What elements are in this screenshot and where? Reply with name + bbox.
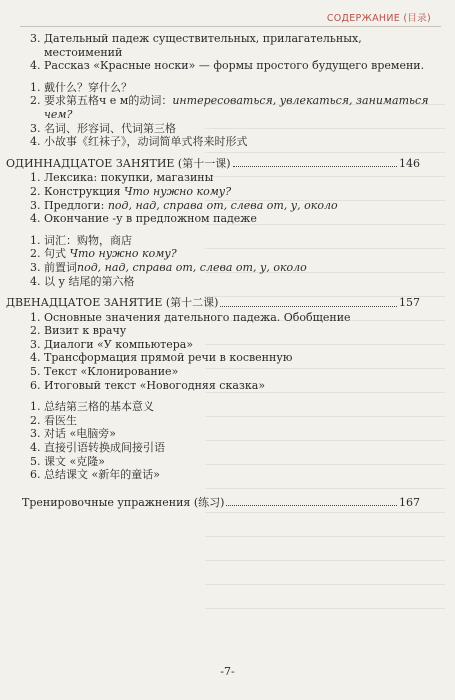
list-item: 1. Основные значения дательного падежа. Обобщение <box>30 310 351 324</box>
leader-dots <box>220 306 397 307</box>
list-item: 3. Предлоги: под, над, справа от, слева от, у, около <box>30 198 338 212</box>
list-item: 5. Текст «Клонирование» <box>30 365 179 379</box>
list-item: 2. 句式 Что нужно кому? <box>30 247 177 261</box>
header-rule <box>20 26 441 27</box>
page-number: -7- <box>220 665 235 678</box>
training-title: Тренировочные упражнения (练习) <box>22 495 225 509</box>
list-item: 2. Конструкция Что нужно кому? <box>30 184 232 198</box>
training-exercises-entry[interactable] <box>22 496 420 510</box>
list-item: 4. 直接引语转换成间接引语 <box>30 441 165 455</box>
list-item: 4. 小故事《红袜子》，动词简单式将来时形式 <box>30 135 248 149</box>
list-item: 6. Итоговый текст «Новогодняя сказка» <box>30 378 266 392</box>
list-item: 3. 对话 «电脑旁» <box>30 427 116 441</box>
list-item: 2. 看医生 <box>30 413 77 427</box>
list-item: 1. 戴什么？穿什么？ <box>30 80 132 94</box>
toc-content <box>6 32 430 510</box>
list-item: 3. Диалоги «У компьютера» <box>30 337 194 351</box>
list-item: 4. Окончание -у в предложном падеже <box>30 212 257 226</box>
running-title: СОДЕРЖАНИЕ (目录) <box>326 13 431 24</box>
list-item: 3. 前置词под, над, справа от, слева от, у, около <box>30 260 307 274</box>
lesson-12-entry[interactable] <box>6 296 420 310</box>
list-item: 3. 名词、形容词、代词第三格 <box>30 121 176 135</box>
leader-dots <box>233 166 397 167</box>
list-item: 1. 词汇：购物，商店 <box>30 233 132 247</box>
list-item: 1. Лексика: покупки, магазины <box>30 171 214 185</box>
list-item: 4. Рассказ «Красные носки» — формы простого будущего времени. <box>30 59 425 73</box>
lesson-11-title: ОДИННАДЦАТОЕ ЗАНЯТИЕ (第十一课) <box>6 156 231 170</box>
lesson-12-page: 157 <box>399 296 420 310</box>
list-item: 4. Трансформация прямой речи в косвенную <box>30 351 293 365</box>
lesson-12-title: ДВЕНАДЦАТОЕ ЗАНЯТИЕ (第十二课) <box>6 296 219 310</box>
list-item: 3. Дательный падеж существительных, прилагательных, местоимений <box>30 32 362 59</box>
list-item: 1. 总结第三格的基本意义 <box>30 400 154 414</box>
list-item: 4. 以 у 结尾的第六格 <box>30 274 135 288</box>
training-page: 167 <box>399 495 420 509</box>
list-item: 6. 总结课文 «新年的童话» <box>30 468 160 482</box>
list-item: 2. 要求第五格ч е м的动词：интересоваться, увлекаться, заниматься чем? <box>30 94 429 121</box>
leader-dots <box>226 505 397 506</box>
list-item: 2. Визит к врачу <box>30 324 127 338</box>
lesson-11-page: 146 <box>399 156 420 170</box>
list-item: 5. 课文 «克隆» <box>30 454 105 468</box>
lesson-11-entry[interactable] <box>6 157 420 171</box>
